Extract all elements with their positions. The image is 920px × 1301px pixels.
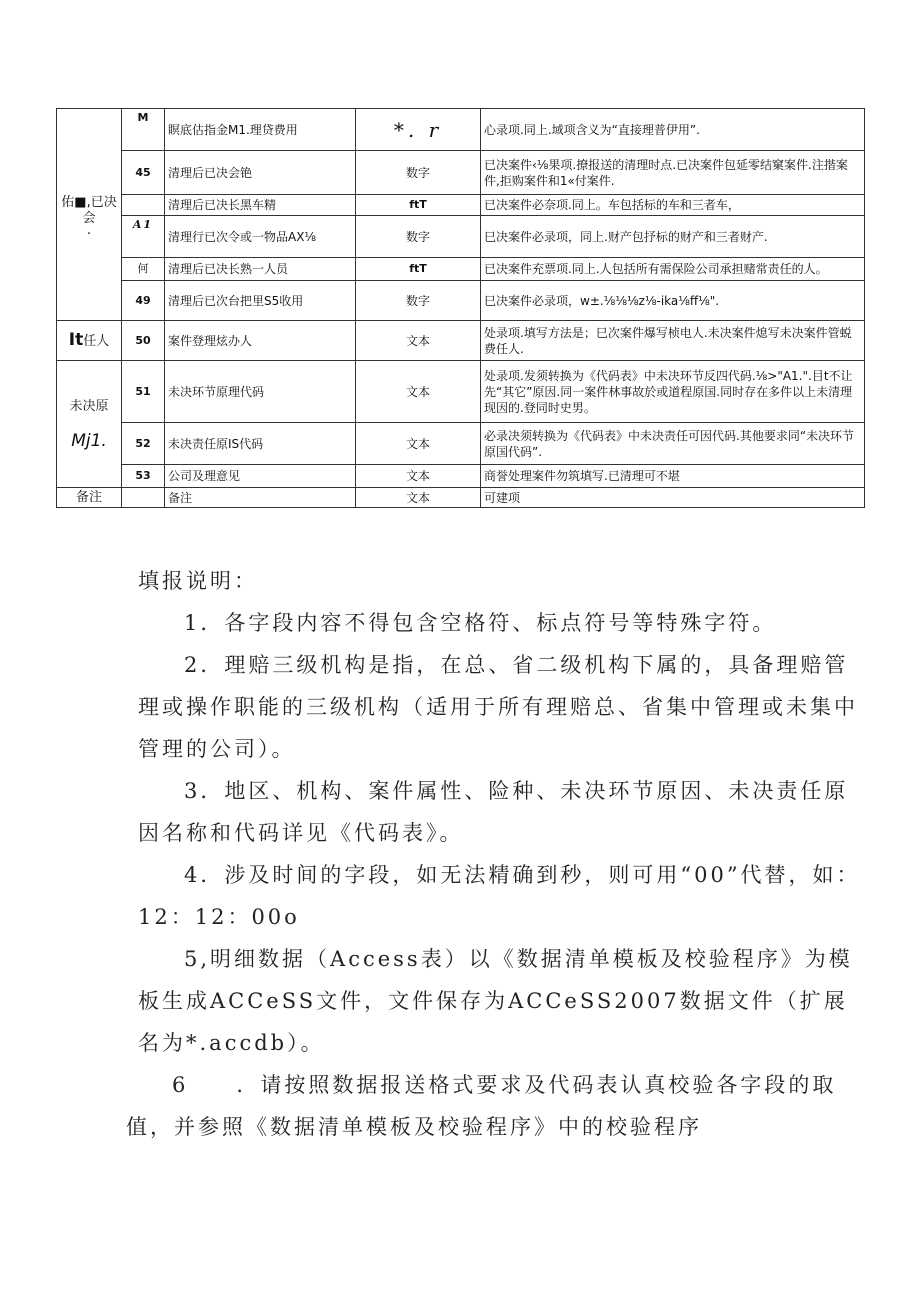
field-description: 巳决案件必录项，w±.⅛⅛⅛z⅛-ika⅛ff⅛". xyxy=(481,281,865,321)
field-name: 清理后已决长黑车精 xyxy=(165,195,356,216)
field-name: 未决责任原IS代码 xyxy=(165,423,356,465)
field-type: 文本 xyxy=(356,361,481,423)
field-name: 清理后已决长熟一人员 xyxy=(165,258,356,281)
field-description: 可建项 xyxy=(481,488,865,508)
instructions-heading: 填报说明： xyxy=(138,569,258,593)
group-cell-responsible xyxy=(57,321,122,361)
field-description: 商誉处理案件勿筑填写.已清理可不堪 xyxy=(481,465,865,488)
field-name: 瞑底估指金M1.理贷费用 xyxy=(165,109,356,151)
field-name: 备注 xyxy=(165,488,356,508)
table-row xyxy=(57,281,865,321)
table-row xyxy=(57,195,865,216)
instruction-5: 5,明细数据（Access表）以《数据清单模板及校验程序》为模板生成ACCeSS文件，文件保存为ACCeSS2007数据文件（扩展名为*.accdb）。 xyxy=(138,947,853,1055)
row-number xyxy=(122,488,165,508)
group-label-dot: . xyxy=(86,222,92,238)
row-number: A1 xyxy=(122,216,165,258)
instruction-2: 2．理赔三级机构是指，在总、省二级机构下属的，具备理赔管理或操作职能的三级机构（适用于所有理赔总、省集中管理或未集中管理的公司）。 xyxy=(138,653,858,761)
table-row xyxy=(57,488,865,508)
field-description: 已决案件充票项.同上.人包括所有需保险公司承担赌常责任的人。 xyxy=(481,258,865,281)
field-description: 处录项.填写方法是；巳次案件爆写桢电人.未决案件熄写未决案件管蜕费任人. xyxy=(481,321,865,361)
field-type: ftT xyxy=(356,258,481,281)
field-description: 心录项.同上.域项含义为“直接理普伊用”. xyxy=(481,109,865,151)
field-description: 已决案件必奈项.同上。车包括标的车和三者车， xyxy=(481,195,865,216)
field-type: 数字 xyxy=(356,151,481,195)
filling-instructions xyxy=(126,560,868,1148)
row-number: 52 xyxy=(122,423,165,465)
row-number: 53 xyxy=(122,465,165,488)
group-cell-settled xyxy=(57,109,122,321)
field-description: 巳决案件必录项，同上.财产包抒标的财产和三者财产. xyxy=(481,216,865,258)
field-type: 文本 xyxy=(356,321,481,361)
field-type: 数字 xyxy=(356,281,481,321)
table-row xyxy=(57,321,865,361)
field-type: 数字 xyxy=(356,216,481,258)
field-name: 未决环节原理代码 xyxy=(165,361,356,423)
field-description: 必录决须转换为《代码表》中未决责任可因代码.其他要求同“未决环节原国代码”. xyxy=(481,423,865,465)
row-number: M xyxy=(122,109,165,151)
field-name: 清理行已次令或一物品AX⅛ xyxy=(165,216,356,258)
group-label-suffix: Mj1. xyxy=(71,431,107,451)
instruction-6: 6 ．请按照数据报送格式要求及代码表认真校验各字段的取值，并参照《数据清单模板及校验程序》中的校验程序 xyxy=(126,1073,837,1139)
instruction-4: 4．涉及时间的字段，如无法精确到秒，则可用“00”代替，如：12：12：00o xyxy=(138,863,861,929)
field-name: 清理后已次台把里S5收用 xyxy=(165,281,356,321)
table-row xyxy=(57,465,865,488)
group-cell-pending xyxy=(57,361,122,488)
row-number: 50 xyxy=(122,321,165,361)
field-name: 清理后已决会铯 xyxy=(165,151,356,195)
table-row xyxy=(57,423,865,465)
group-cell-remarks: 备注 xyxy=(57,488,122,508)
field-type: 文本 xyxy=(356,488,481,508)
field-description: 已决案件‹⅛果项.撩报送的清理时点.已决案件包延零结窠案件.注揩案件,拒购案件和1«付案件. xyxy=(481,151,865,195)
field-definition-table xyxy=(56,108,865,508)
instruction-3: 3．地区、机构、案件属性、险种、未决环节原因、未决责任原因名称和代码详见《代码表》。 xyxy=(138,779,849,845)
table-row xyxy=(57,151,865,195)
row-number: 49 xyxy=(122,281,165,321)
table-row xyxy=(57,216,865,258)
table-row xyxy=(57,258,865,281)
row-number: 何 xyxy=(122,258,165,281)
instruction-1: 1．各字段内容不得包含空格符、标点符号等特殊字符。 xyxy=(184,611,777,635)
group-label: 未决原 xyxy=(69,399,109,414)
field-name: 公司及理意见 xyxy=(165,465,356,488)
row-number xyxy=(122,195,165,216)
table-row xyxy=(57,109,865,151)
group-label: 任人 xyxy=(83,333,110,349)
group-label: 佑■,已决会 xyxy=(61,194,117,226)
field-name: 案件登理炫办人 xyxy=(165,321,356,361)
field-type: ftT xyxy=(356,195,481,216)
table-row xyxy=(57,361,865,423)
field-description: 处录项.发须转换为《代码表》中未决环节反四代码.⅛>"A1.".目t不让先“其它”原因.同一案件林事故於或道程原国.同时存在多件以上未清理现因的.登同时史男。 xyxy=(481,361,865,423)
group-label-prefix: It xyxy=(68,329,84,350)
field-type: 文本 xyxy=(356,423,481,465)
row-number: 51 xyxy=(122,361,165,423)
field-type: 文本 xyxy=(356,465,481,488)
field-type: *. r xyxy=(356,109,481,151)
row-number: 45 xyxy=(122,151,165,195)
